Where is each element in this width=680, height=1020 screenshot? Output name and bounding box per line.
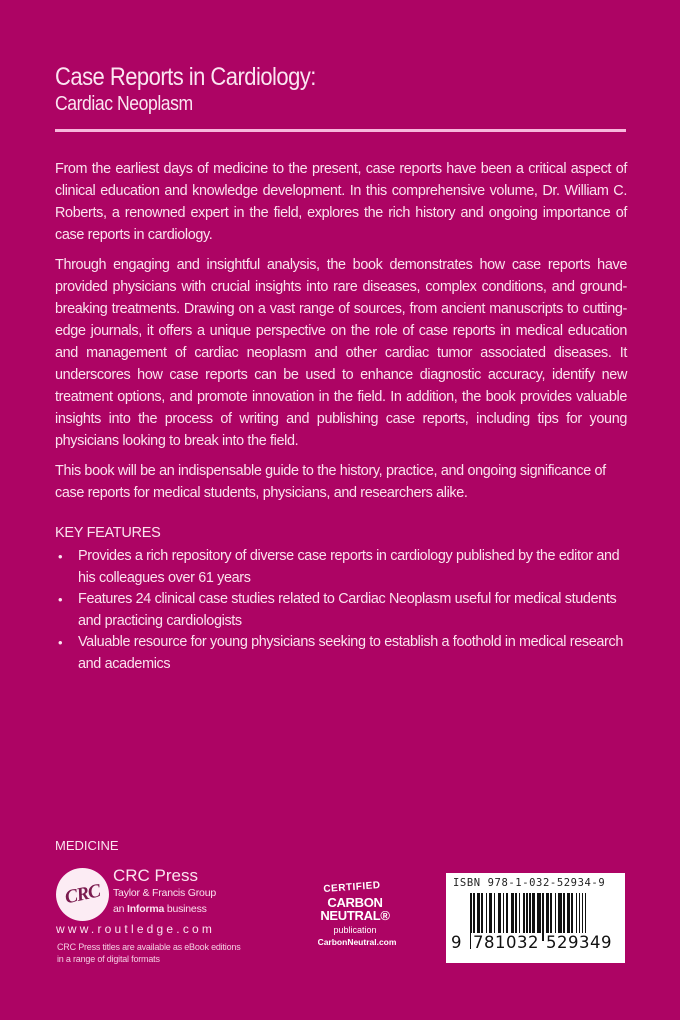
carbon-certified-text: CERTIFIED: [323, 880, 381, 895]
informa-suffix: business: [164, 903, 207, 915]
key-feature-item: [55, 589, 630, 632]
carbon-text: CARBON: [327, 895, 383, 910]
title-block: [55, 62, 635, 116]
bullet-icon: •: [58, 549, 63, 564]
isbn-barcode: [446, 873, 625, 963]
informa-prefix: an: [113, 903, 127, 915]
description: [55, 158, 627, 512]
key-feature-item: [55, 546, 630, 589]
key-feature-item: [55, 632, 630, 675]
informa-name: Informa: [127, 903, 165, 915]
bullet-icon: •: [58, 635, 63, 650]
key-feature-text: Valuable resource for young physicians seeking to establish a foothold in medical research and academics: [78, 634, 623, 672]
description-paragraph-1: From the earliest days of medicine to the present, case reports have been a critical aspect of clinical education and knowledge development. In this comprehensive volume, Dr. William C. Roberts, a renowned expert in the field, explores the rich history and ongoing importance of case reports in cardiology.: [55, 161, 627, 243]
crc-logo-icon: [56, 868, 109, 921]
ebook-note: [57, 941, 257, 965]
ebook-note-line-2: in a range of digital formats: [57, 954, 160, 964]
bullet-icon: •: [58, 592, 63, 607]
key-features-list: [55, 546, 635, 675]
publisher-website-link[interactable]: www.routledge.com: [56, 922, 216, 936]
description-paragraph-2: Through engaging and insightful analysis, the book demonstrates how case reports have provided physicians with crucial insights into rare diseases, complex conditions, and ground-breaking treatments. Drawing on a vast range of sources, from ancient manuscripts to cutting-edge journals, it offers a unique perspective on the role of case reports in medical education and management of cardiac neoplasm and other cardiac tumor associated diseases. It underscores how case reports can be used to enhance diagnostic accuracy, identify new treatment options, and promote innovation in the field. In addition, the book provides valuable insights into the process of writing and publishing case reports, including tips for young physicians looking to break into the field.: [55, 257, 627, 449]
key-features-section: [55, 524, 635, 675]
neutral-text: NEUTRAL®: [320, 908, 390, 923]
publisher-group: Taylor & Francis Group: [113, 887, 216, 899]
category-label: MEDICINE: [55, 838, 119, 853]
barcode-right-digits: 529349: [546, 933, 612, 952]
description-paragraph-3: This book will be an indispensable guide to the history, practice, and ongoing significance of case reports for medical students, physicians, and researchers alike.: [55, 463, 606, 501]
key-features-heading: KEY FEATURES: [55, 525, 161, 541]
key-feature-text: Provides a rich repository of diverse case reports in cardiology published by the editor and his colleagues over 61 years: [78, 548, 620, 586]
book-title: Case Reports in Cardiology:: [55, 63, 316, 91]
book-subtitle: Cardiac Neoplasm: [55, 93, 193, 115]
isbn-label: ISBN 978-1-032-52934-9: [453, 877, 606, 889]
publisher-informa: [113, 903, 207, 915]
publication-text: publication: [333, 925, 377, 935]
title-divider: [55, 129, 626, 132]
barcode-first-digit: 9: [451, 933, 462, 952]
crc-logo-text: CRC: [63, 880, 102, 908]
publisher-name: CRC Press: [113, 866, 199, 885]
ebook-note-line-1: CRC Press titles are available as eBook editions: [57, 942, 241, 952]
carbon-neutral-badge: [316, 880, 396, 960]
barcode-left-digits: 781032: [473, 933, 539, 952]
key-feature-text: Features 24 clinical case studies related to Cardiac Neoplasm useful for medical students and practicing cardiologists: [78, 591, 617, 629]
carbon-neutral-url: CarbonNeutral.com: [317, 937, 397, 947]
